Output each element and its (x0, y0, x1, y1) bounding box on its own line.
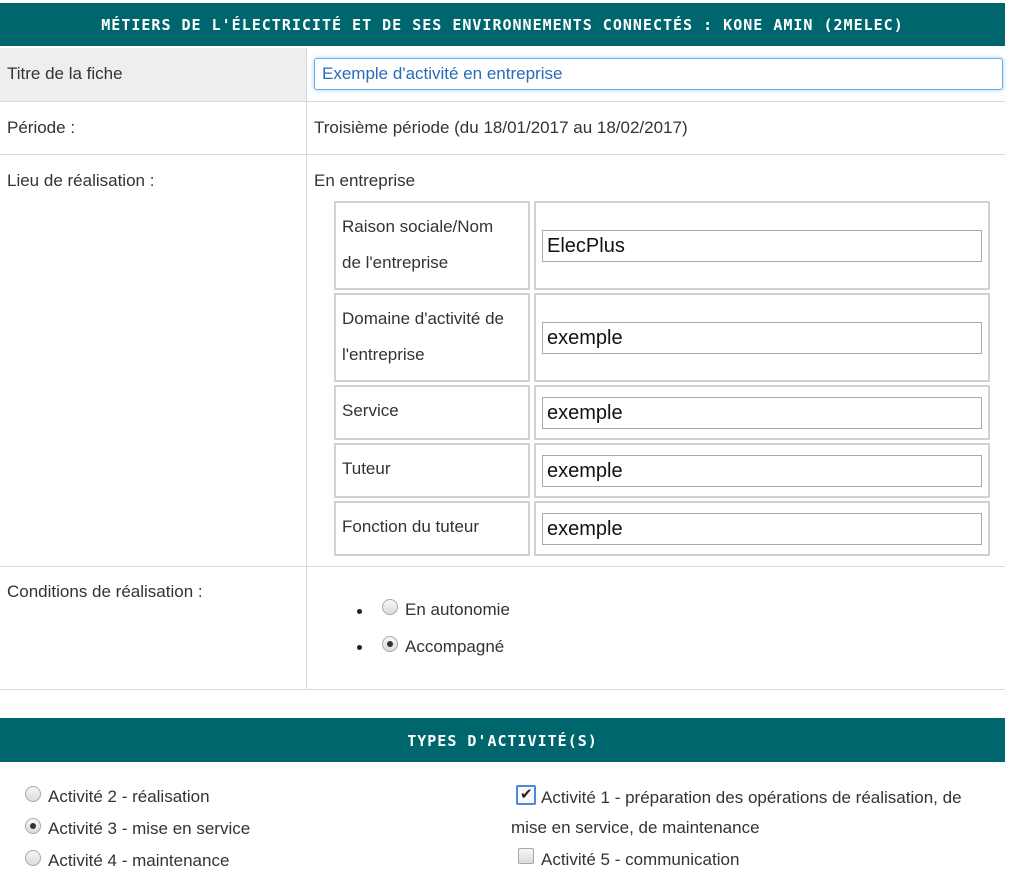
radio-activite-3[interactable] (25, 818, 41, 834)
option-accompagne-label: Accompagné (405, 637, 505, 656)
radio-en-autonomie[interactable] (382, 599, 398, 615)
page-title: MÉTIERS DE L'ÉLECTRICITÉ ET DE SES ENVIRONNEMENTS CONNECTÉS : KONE AMIN (2MELEC) (0, 3, 1005, 46)
tuteur-value-cell (534, 443, 990, 498)
lieu-value: En entreprise (314, 171, 416, 190)
service-label: Service (342, 401, 399, 420)
domaine-value-cell (534, 293, 990, 382)
activite-4-label: Activité 4 - maintenance (48, 851, 230, 870)
divider (0, 154, 1005, 155)
checkbox-activite-5[interactable] (518, 848, 534, 864)
list-bullet (357, 645, 362, 650)
types-title: TYPES D'ACTIVITÉ(S) (0, 718, 1005, 762)
radio-accompagne[interactable] (382, 636, 398, 652)
divider (0, 689, 1005, 690)
activite-5-label: Activité 5 - communication (541, 850, 740, 869)
list-bullet (357, 609, 362, 614)
domaine-input[interactable] (542, 322, 982, 354)
raison-input[interactable] (542, 230, 982, 262)
activite-1-label-line1: Activité 1 - préparation des opérations de réalisation, de (541, 788, 962, 807)
raison-label-line1: Raison sociale/Nom (342, 217, 494, 236)
domaine-label-line2: l'entreprise (342, 345, 425, 364)
titre-input[interactable] (314, 58, 1003, 90)
radio-activite-4[interactable] (25, 850, 41, 866)
tuteur-label-cell (334, 443, 530, 498)
service-label-cell (334, 385, 530, 440)
radio-activite-2[interactable] (25, 786, 41, 802)
titre-label: Titre de la fiche (7, 64, 123, 83)
fonction-value-cell (534, 501, 990, 556)
raison-value-cell (534, 201, 990, 290)
domaine-label-cell (334, 293, 530, 382)
fonction-label: Fonction du tuteur (342, 517, 480, 536)
tuteur-label: Tuteur (342, 459, 391, 478)
service-value-cell (534, 385, 990, 440)
divider (0, 566, 1005, 567)
conditions-label: Conditions de réalisation : (7, 582, 203, 601)
option-en-autonomie-label: En autonomie (405, 600, 510, 619)
fonction-input[interactable] (542, 513, 982, 545)
service-input[interactable] (542, 397, 982, 429)
fonction-label-cell (334, 501, 530, 556)
divider (0, 101, 1005, 102)
lieu-label: Lieu de réalisation : (7, 171, 155, 190)
periode-label: Période : (7, 118, 76, 137)
raison-label-cell (334, 201, 530, 290)
periode-value: Troisième période (du 18/01/2017 au 18/02/2017) (314, 118, 688, 137)
activite-3-label: Activité 3 - mise en service (48, 819, 251, 838)
activite-2-label: Activité 2 - réalisation (48, 787, 210, 806)
checkbox-activite-1[interactable] (516, 785, 536, 805)
domaine-label-line1: Domaine d'activité de (342, 309, 504, 328)
column-divider (306, 48, 307, 689)
activite-1-label-line2: mise en service, de maintenance (511, 818, 760, 837)
raison-label-line2: de l'entreprise (342, 253, 449, 272)
tuteur-input[interactable] (542, 455, 982, 487)
